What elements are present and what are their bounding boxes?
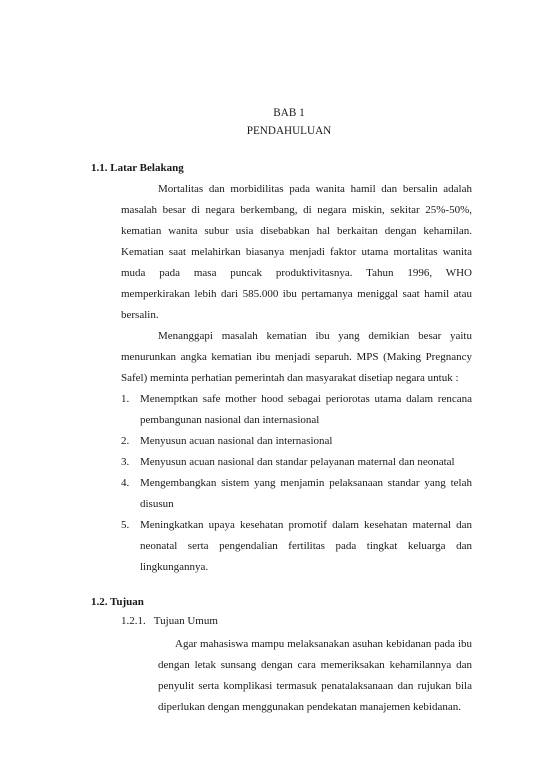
list-number: 4. <box>121 477 130 489</box>
paragraph-line: Mortalitas dan morbidilitas pada wanita hamil dan bersalin adalah <box>158 183 472 195</box>
paragraph-line: Agar mahasiswa mampu melaksanakan asuhan kebidanan pada ibu <box>175 638 472 650</box>
paragraph-line: Kematian saat melahirkan biasanya menjadi faktor utama mortalitas wanita <box>121 246 472 258</box>
list-number: 1. <box>121 393 130 405</box>
paragraph-line: kematian wanita subur usia disebabkan hal berkaitan dengan kehamilan. <box>121 225 472 237</box>
list-item-line: lingkungannya. <box>140 561 209 573</box>
list-number: 2. <box>121 435 130 447</box>
list-number: 3. <box>121 456 130 468</box>
paragraph-line: penyulit serta komplikasi termasuk penatalaksanaan dan rujukan bila <box>158 680 472 692</box>
paragraph-line: Safel) meminta perhatian pemerintah dan masyarakat disetiap negara untuk : <box>121 372 459 384</box>
section-heading-latar-belakang: 1.1. Latar Belakang <box>91 162 184 174</box>
list-item-line: disusun <box>140 498 174 510</box>
list-item-line: Meningkatkan upaya kesehatan promotif dalam kesehatan maternal dan <box>140 519 472 531</box>
paragraph-line: menurunkan angka kematian ibu menjadi separuh. MPS (Making Pregnancy <box>121 351 472 363</box>
list-item-line: Mengembangkan sistem yang menjamin pelaksanaan standar yang telah <box>140 477 472 489</box>
list-item-line: neonatal serta pengendalian fertilitas pada tingkat keluarga dan <box>140 540 472 552</box>
list-item-line: pembangunan nasional dan internasional <box>140 414 320 426</box>
paragraph-line: muda pada masa puncak produktivitasnya. Tahun 1996, WHO <box>121 267 472 279</box>
paragraph-line: bersalin. <box>121 309 159 321</box>
list-number: 5. <box>121 519 130 531</box>
paragraph-line: memperkirakan lebih dari 585.000 ibu pertamanya meniggal saat hamil atau <box>121 288 472 300</box>
paragraph-line: diperlukan dengan menggunakan pendekatan manajemen kebidanan. <box>158 701 461 713</box>
list-item-line: Menemptkan safe mother hood sebagai periorotas utama dalam rencana <box>140 393 472 405</box>
paragraph-line: masalah besar di negara berkembang, di negara miskin, sekitar 25%-50%, <box>121 204 472 216</box>
list-item-line: Menyusun acuan nasional dan internasional <box>140 435 333 447</box>
paragraph-line: dengan letak sunsang dengan cara memeriksakan kehamilannya dan <box>158 659 472 671</box>
subsection-heading-tujuan-umum: 1.2.1. Tujuan Umum <box>121 615 218 627</box>
chapter-title: PENDAHULUAN <box>246 125 332 137</box>
paragraph-line: Menanggapi masalah kematian ibu yang demikian besar yaitu <box>158 330 472 342</box>
chapter-label: BAB 1 <box>273 107 305 119</box>
section-heading-tujuan: 1.2. Tujuan <box>91 596 144 608</box>
list-item-line: Menyusun acuan nasional dan standar pelayanan maternal dan neonatal <box>140 456 455 468</box>
